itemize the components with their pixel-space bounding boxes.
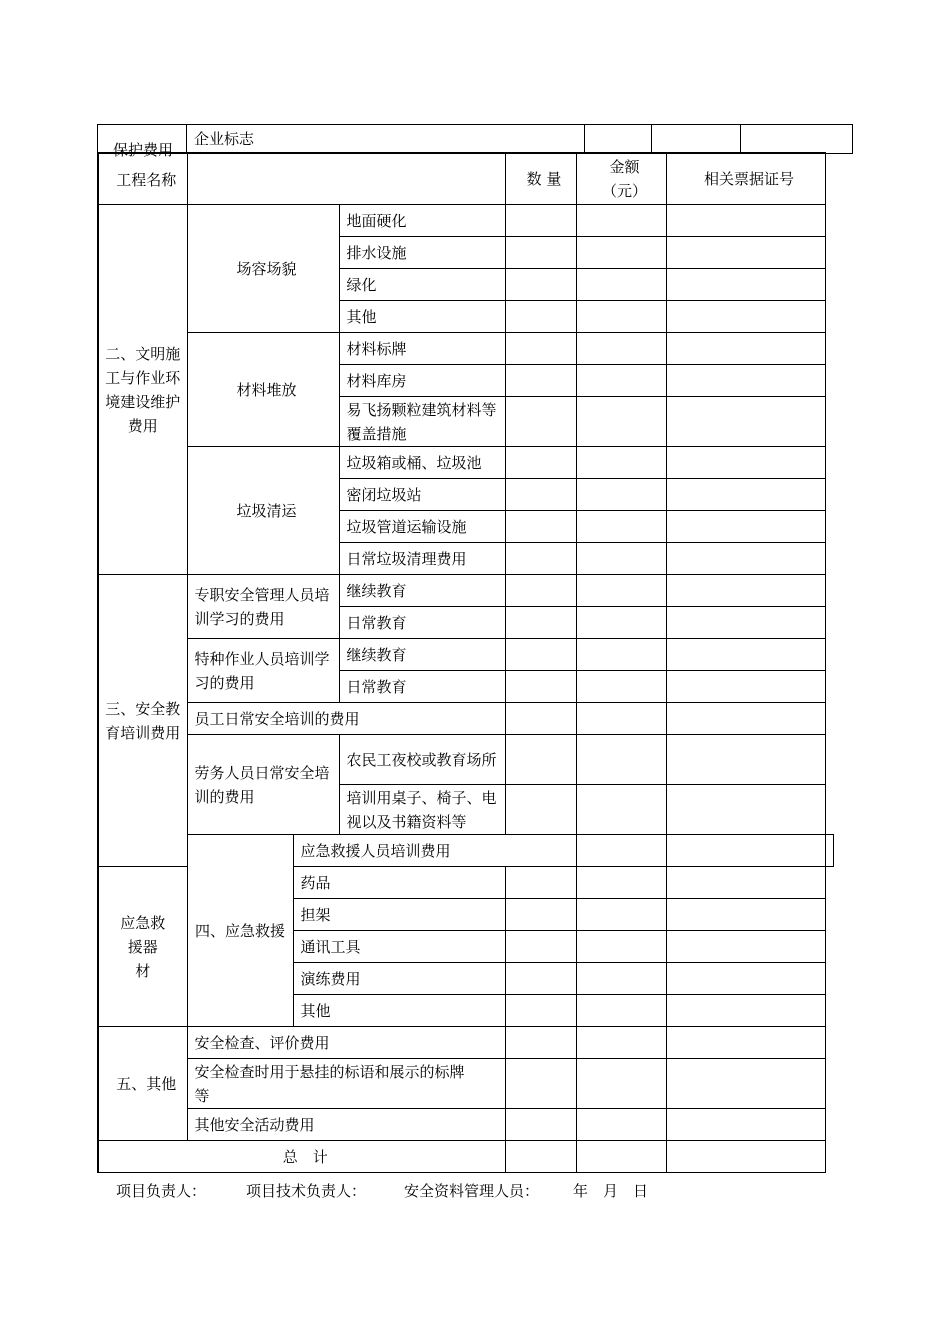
amount-cell[interactable] [576, 785, 666, 835]
qty-cell[interactable] [505, 397, 576, 447]
amount-cell[interactable] [576, 1027, 666, 1059]
qty-cell[interactable] [505, 639, 576, 671]
tech-lead-label: 项目技术负责人： [246, 1182, 367, 1200]
safety-admin-label: 安全资料管理人员： [404, 1182, 540, 1200]
group-name: 垃圾清运 [187, 447, 339, 575]
receipt-cell[interactable] [666, 479, 825, 511]
item-label: 材料库房 [339, 365, 505, 397]
amount-cell[interactable] [576, 735, 666, 785]
receipt-cell[interactable] [666, 333, 825, 365]
item-label: 其他 [293, 995, 505, 1027]
item-label: 药品 [293, 867, 505, 899]
amount-cell[interactable] [576, 543, 666, 575]
group-name: 场容场貌 [187, 205, 339, 333]
top-strip-amount-cell [652, 125, 741, 154]
total-row [98, 1141, 833, 1173]
section-title-2: 二、文明施工与作业环境建设维护费用 [98, 205, 187, 575]
receipt-cell[interactable] [666, 785, 825, 835]
qty-cell[interactable] [505, 511, 576, 543]
project-lead-label: 项目负责人： [116, 1182, 207, 1200]
item-label: 担架 [293, 899, 505, 931]
receipt-header: 相关票据证号 [666, 153, 825, 205]
amount-cell[interactable] [576, 703, 666, 735]
receipt-cell[interactable] [666, 543, 825, 575]
receipt-cell[interactable] [666, 1027, 825, 1059]
qty-cell[interactable] [505, 237, 576, 269]
receipt-cell[interactable] [666, 365, 825, 397]
group-name: 劳务人员日常安全培训的费用 [187, 735, 339, 835]
amount-cell[interactable] [576, 205, 666, 237]
qty-cell[interactable] [505, 575, 576, 607]
project-name-label: 工程名称 [116, 171, 177, 189]
qty-cell[interactable] [505, 995, 576, 1027]
table-row [98, 1059, 833, 1109]
group-name: 应急救援器 材 [98, 867, 187, 1027]
amount-cell[interactable] [576, 333, 666, 365]
table-row [98, 447, 833, 479]
total-label: 总 计 [98, 1141, 505, 1173]
top-strip-receipt-cell [741, 125, 853, 154]
qty-cell[interactable] [505, 785, 576, 835]
item-label: 垃圾管道运输设施 [339, 511, 505, 543]
amount-cell[interactable] [666, 835, 825, 867]
amount-cell[interactable] [576, 995, 666, 1027]
receipt-cell[interactable] [666, 607, 825, 639]
receipt-cell[interactable] [666, 237, 825, 269]
amount-cell[interactable] [576, 479, 666, 511]
receipt-cell[interactable] [666, 575, 825, 607]
qty-cell[interactable] [505, 607, 576, 639]
amount-cell[interactable] [576, 1109, 666, 1141]
item-label: 演练费用 [293, 963, 505, 995]
item-label: 日常教育 [339, 671, 505, 703]
qty-cell[interactable] [505, 479, 576, 511]
quantity-header: 数 量 [505, 153, 576, 205]
qty-cell[interactable] [505, 333, 576, 365]
receipt-cell[interactable] [666, 995, 825, 1027]
table-row [98, 1109, 833, 1141]
amount-cell[interactable] [576, 237, 666, 269]
qty-cell[interactable] [505, 671, 576, 703]
qty-cell[interactable] [505, 301, 576, 333]
item-label: 通讯工具 [293, 931, 505, 963]
table-row [98, 703, 833, 735]
qty-cell[interactable] [505, 447, 576, 479]
receipt-cell[interactable] [666, 867, 825, 899]
receipt-cell[interactable] [666, 671, 825, 703]
amount-cell[interactable] [576, 899, 666, 931]
table-row [98, 575, 833, 607]
amount-cell[interactable] [576, 397, 666, 447]
group-name: 其他安全活动费用 [187, 1109, 505, 1141]
qty-cell[interactable] [505, 205, 576, 237]
total-amount-cell[interactable] [576, 1141, 666, 1173]
receipt-cell[interactable] [666, 963, 825, 995]
top-strip-table [97, 124, 853, 154]
group-name: 特种作业人员培训学习的费用 [187, 639, 339, 703]
qty-cell[interactable] [505, 543, 576, 575]
amount-cell[interactable] [576, 365, 666, 397]
receipt-cell[interactable] [666, 269, 825, 301]
item-label: 绿化 [339, 269, 505, 301]
total-receipt-cell[interactable] [666, 1141, 825, 1173]
top-strip-item: 企业标志 [187, 125, 585, 154]
item-label: 易飞扬颗粒建筑材料等覆盖措施 [339, 397, 505, 447]
amount-cell[interactable] [576, 575, 666, 607]
item-label: 培训用桌子、椅子、电视以及书籍资料等 [339, 785, 505, 835]
section-title-4: 四、应急救援 [187, 835, 293, 1027]
item-label: 材料标牌 [339, 333, 505, 365]
amount-header-line2: （元） [601, 181, 647, 200]
receipt-cell[interactable] [666, 1059, 825, 1109]
receipt-cell[interactable] [666, 931, 825, 963]
table-row [98, 639, 833, 671]
amount-cell[interactable] [576, 931, 666, 963]
receipt-cell[interactable] [666, 639, 825, 671]
item-label: 密闭垃圾站 [339, 479, 505, 511]
qty-cell[interactable] [505, 867, 576, 899]
receipt-cell[interactable] [666, 899, 825, 931]
amount-cell[interactable] [576, 963, 666, 995]
item-label: 地面硬化 [339, 205, 505, 237]
item-label: 继续教育 [339, 639, 505, 671]
group-name: 材料堆放 [187, 333, 339, 447]
header-blank [187, 153, 505, 205]
top-strip-row [98, 125, 853, 154]
amount-cell[interactable] [576, 607, 666, 639]
receipt-cell[interactable] [666, 1109, 825, 1141]
header-row [98, 153, 833, 205]
qty-cell[interactable] [505, 931, 576, 963]
qty-cell[interactable] [505, 1027, 576, 1059]
receipt-cell[interactable] [666, 205, 825, 237]
table-row [98, 205, 833, 237]
receipt-cell[interactable] [666, 397, 825, 447]
receipt-cell[interactable] [666, 301, 825, 333]
group-name: 专职安全管理人员培训学习的费用 [187, 575, 339, 639]
item-label: 农民工夜校或教育场所 [339, 735, 505, 785]
section-title-5: 五、其他 [98, 1027, 187, 1141]
qty-cell[interactable] [505, 1109, 576, 1141]
expense-table [97, 152, 834, 1173]
receipt-cell[interactable] [666, 735, 825, 785]
section-title-3: 三、安全教育培训费用 [98, 575, 187, 867]
amount-cell[interactable] [576, 447, 666, 479]
qty-cell[interactable] [505, 365, 576, 397]
date-label: 年 月 日 [573, 1182, 649, 1200]
receipt-cell[interactable] [666, 511, 825, 543]
item-label: 日常教育 [339, 607, 505, 639]
item-label: 日常垃圾清理费用 [339, 543, 505, 575]
item-label: 垃圾箱或桶、垃圾池 [339, 447, 505, 479]
table-row [98, 735, 833, 785]
amount-cell[interactable] [576, 867, 666, 899]
group-name: 安全检查时用于悬挂的标语和展示的标牌等 [187, 1059, 505, 1109]
receipt-cell[interactable] [825, 835, 833, 867]
qty-cell[interactable] [576, 835, 666, 867]
table-row [98, 1027, 833, 1059]
qty-cell[interactable] [505, 963, 576, 995]
amount-header [576, 153, 666, 205]
group-name: 安全检查、评价费用 [187, 1027, 505, 1059]
project-name-header [98, 153, 187, 205]
table-row [98, 333, 833, 365]
group-name: 员工日常安全培训的费用 [187, 703, 505, 735]
qty-cell[interactable] [505, 899, 576, 931]
item-label: 排水设施 [339, 237, 505, 269]
signature-footer [116, 1180, 648, 1201]
receipt-cell[interactable] [666, 703, 825, 735]
qty-cell[interactable] [505, 1059, 576, 1109]
amount-cell[interactable] [576, 511, 666, 543]
amount-cell[interactable] [576, 269, 666, 301]
qty-cell[interactable] [505, 703, 576, 735]
item-label: 继续教育 [339, 575, 505, 607]
receipt-cell[interactable] [666, 447, 825, 479]
qty-cell[interactable] [505, 269, 576, 301]
amount-cell[interactable] [576, 671, 666, 703]
table-row [98, 835, 833, 867]
qty-cell[interactable] [505, 735, 576, 785]
top-strip-qty-cell [585, 125, 652, 154]
amount-header-line1: 金额 [609, 157, 640, 176]
item-label: 其他 [339, 301, 505, 333]
group-name: 应急救援人员培训费用 [293, 835, 576, 867]
total-qty-cell[interactable] [505, 1141, 576, 1173]
amount-cell[interactable] [576, 301, 666, 333]
amount-cell[interactable] [576, 639, 666, 671]
overlap-label: 保护费用 [113, 141, 174, 159]
amount-cell[interactable] [576, 1059, 666, 1109]
